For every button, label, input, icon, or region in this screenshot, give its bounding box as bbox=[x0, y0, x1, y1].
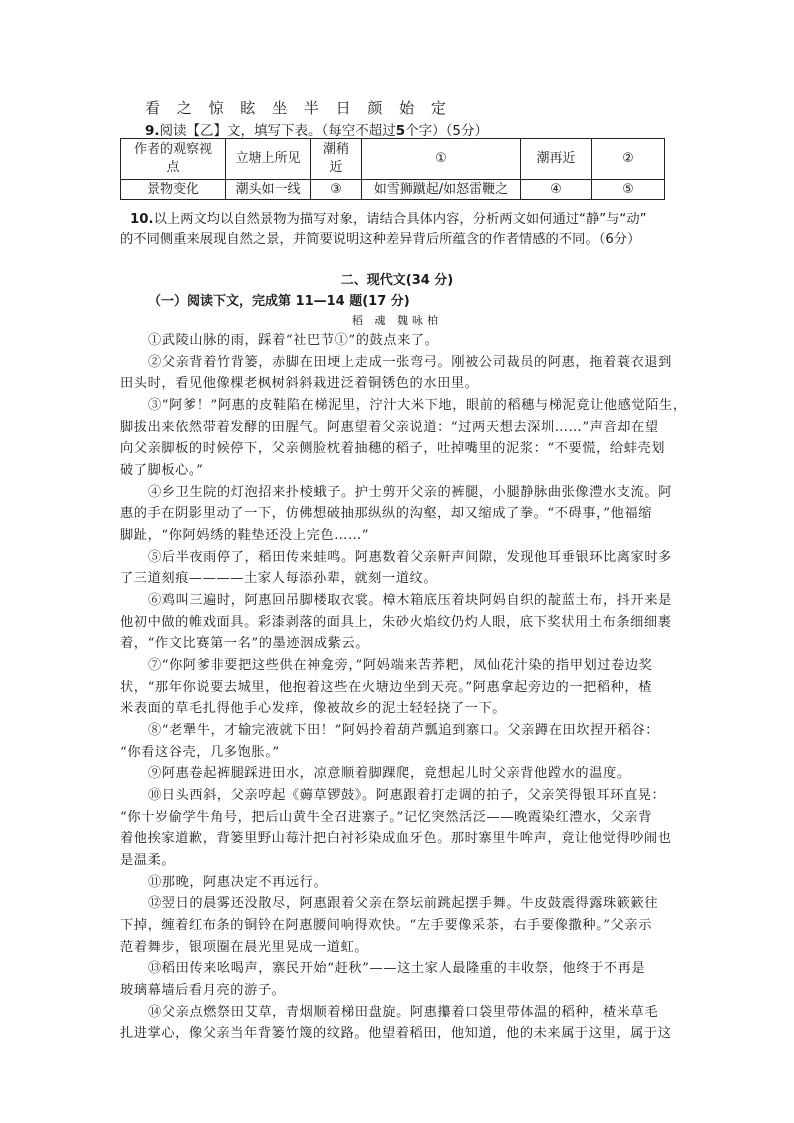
article-line: 着他挨家道歉，背篓里野山莓汁把白衬衫染成血牙色。那时寨里牛哞声，竟让他觉得吵闹也 bbox=[120, 831, 672, 846]
article-line: ②父亲背着竹背篓，赤脚在田埂上走成一张弯弓。刚被公司裁员的阿惠，拖着蓑衣退到 bbox=[148, 355, 672, 370]
table-cell: 立塘上所见 bbox=[226, 139, 311, 180]
article-line: 他初中做的帷戏面具。彩漆剥落的面具上，朱砂火焰纹仍灼人眼，底下奖状用土布条细细裹 bbox=[120, 615, 672, 630]
question-9-tail: 个字）（5分） bbox=[405, 123, 489, 139]
table-cell: ④ bbox=[521, 180, 592, 200]
article-line: “你十岁偷学牛角号，把后山黄牛全召进寨子。”记忆突然活泛——晚霞染红澧水，父亲背 bbox=[120, 810, 653, 825]
section-title: 二、现代文(34 分) bbox=[340, 273, 454, 288]
table-cell: ② bbox=[592, 139, 665, 180]
article-line: ⑥鸡叫三遍时，阿惠回吊脚楼取衣裳。樟木箱底压着块阿妈自织的靛蓝土布，抖开来是 bbox=[148, 593, 672, 608]
article-line: 是温柔。 bbox=[120, 853, 176, 868]
table-cell: ⑤ bbox=[592, 180, 665, 200]
article-line: ⑩日头西斜，父亲哼起《薅草锣鼓》。阿惠跟着打走调的拍子，父亲笑得银耳环直晃： bbox=[148, 788, 666, 803]
article-line: ⑭父亲点燃祭田艾草，青烟顺着梯田盘旋。阿惠攥着口袋里带体温的稻种，楂米草毛 bbox=[148, 1005, 659, 1020]
article-line: 范着舞步，银项圈在晨光里晃成一道虹。 bbox=[120, 940, 369, 955]
table-cell: 如雪狮蹴起/如怒雷鞭之 bbox=[362, 180, 521, 200]
article-line: ⑪那晚，阿惠决定不再远行。 bbox=[148, 875, 328, 890]
article-line: 脚趾，“你阿妈绣的鞋垫还没上完色……” bbox=[120, 528, 370, 543]
article-line: ⑤后半夜雨停了，稻田传来蛙鸣。阿惠数着父亲鼾声间隙，发现他耳垂银环比离家时多 bbox=[148, 550, 672, 565]
article-line: 着，“作文比赛第一名”的墨迹洇成紫云。 bbox=[120, 636, 370, 651]
subsection-title: （一）阅读下文，完成第 11—14 题(17 分) bbox=[148, 294, 410, 309]
question-10-number: 10. bbox=[130, 212, 154, 227]
table-row bbox=[121, 139, 665, 180]
question-9-text: 阅读【乙】文，填写下表。（每空不超过 bbox=[159, 123, 396, 139]
article-line: 脚拔出来依然带着发酵的田腥气。阿惠望着父亲说道：“过两天想去深圳……”声音却在望 bbox=[120, 420, 659, 435]
table-cell: ① bbox=[362, 139, 521, 180]
article-line: ⑧“老犟牛，才输完液就下田！”阿妈拎着葫芦瓢追到寨口。父亲蹲在田坎捏开稻谷： bbox=[148, 723, 660, 738]
article-line: ④乡卫生院的灯泡招来扑棱蛾子。护士剪开父亲的裤腿，小腿静脉曲张像澧水支流。阿 bbox=[148, 485, 672, 500]
article-line: ③“阿爹！”阿惠的皮鞋陷在梯泥里，泞汁大米下地，眼前的稻穗与梯泥竟让他感觉陌生， bbox=[148, 398, 687, 413]
article-line: 状，“那年你说要去城里，他抱着这些在火塘边坐到天亮。”阿惠拿起旁边的一把稻种，楂 bbox=[120, 680, 653, 695]
article-line: ⑨阿惠卷起裤腿踩进田水，凉意顺着脚踝爬，竟想起儿时父亲背他蹚水的温度。 bbox=[148, 766, 631, 781]
question-9 bbox=[145, 119, 488, 139]
table-cell: 潮头如一线 bbox=[226, 180, 311, 200]
article-line: 了三道刻痕————土家人每添孙辈，就刻一道纹。 bbox=[120, 571, 438, 586]
article-line: “你看这谷壳，几多饱胀。” bbox=[120, 745, 280, 760]
question-9-limit: 5 bbox=[395, 123, 406, 139]
article-line: ⑫翌日的晨雾还没散尽，阿惠跟着父亲在祭坛前跳起摆手舞。牛皮鼓震得露珠簌簌往 bbox=[148, 896, 659, 911]
article-line: 下掉，缠着红布条的铜铃在阿惠腰间响得欢快。“左手要像采茶，右手要像撒种。”父亲示 bbox=[120, 918, 653, 933]
article-line: 向父亲脚板的时候停下，父亲侧脸枕着抽穗的稻子，吐掉嘴里的泥浆：“不要慌，给蚌壳划 bbox=[120, 441, 666, 456]
observation-table bbox=[120, 138, 665, 200]
table-cell: 景物变化 bbox=[121, 180, 226, 200]
article-line: 米表面的草毛扎得他手心发痒，像被故乡的泥土轻轻挠了一下。 bbox=[120, 701, 507, 716]
article-line: 玻璃幕墙后看月亮的游子。 bbox=[120, 983, 286, 998]
article-line: 惠的手在阴影里动了一下，仿佛想破抽那纵纵的沟壑，却又缩成了拳。“不碍事，”他福缩 bbox=[120, 506, 653, 521]
table-row bbox=[121, 180, 665, 200]
table-cell: 潮再近 bbox=[521, 139, 592, 180]
question-10-line-2: 的不同侧重来展现自然之景，并简要说明这种差异背后所蕴含的作者情感的不同。（6分） bbox=[120, 232, 641, 247]
table-cell: ③ bbox=[311, 180, 362, 200]
article-line: ⑦“你阿爹非要把这些供在神龛旁，”阿妈端来苦荞粑，凤仙花汁染的指甲划过卷边奖 bbox=[148, 658, 653, 673]
poem-line: 看 之 惊 眩 坐 半 日 颜 始 定 bbox=[145, 99, 452, 117]
article-line: 破了脚板心。” bbox=[120, 463, 204, 478]
article-line: 田头时，看见他像棵老枫树斜斜栽进泛着铜锈色的水田里。 bbox=[120, 376, 479, 391]
article-line: ①武陵山脉的雨，踩着“社巴节①”的鼓点来了。 bbox=[148, 333, 439, 348]
question-9-number: 9. bbox=[145, 123, 160, 139]
article-title: 稻 魂 魏咏柏 bbox=[352, 314, 442, 327]
table-cell: 潮稍 近 bbox=[311, 139, 362, 180]
article-line: 扎进掌心，像父亲当年背篓竹篾的纹路。他望着稻田，他知道，他的未来属于这里，属于这 bbox=[120, 1026, 672, 1041]
article-line: ⑬稻田传来吆喝声，寨民开始“赶秋”——这土家人最隆重的丰收祭，他终于不再是 bbox=[148, 961, 646, 976]
question-10-line-1: 10.以上两文均以自然景物为描写对象，请结合具体内容，分析两文如何通过“静”与“动” bbox=[130, 212, 647, 227]
table-cell: 作者的观察视 点 bbox=[121, 139, 226, 180]
